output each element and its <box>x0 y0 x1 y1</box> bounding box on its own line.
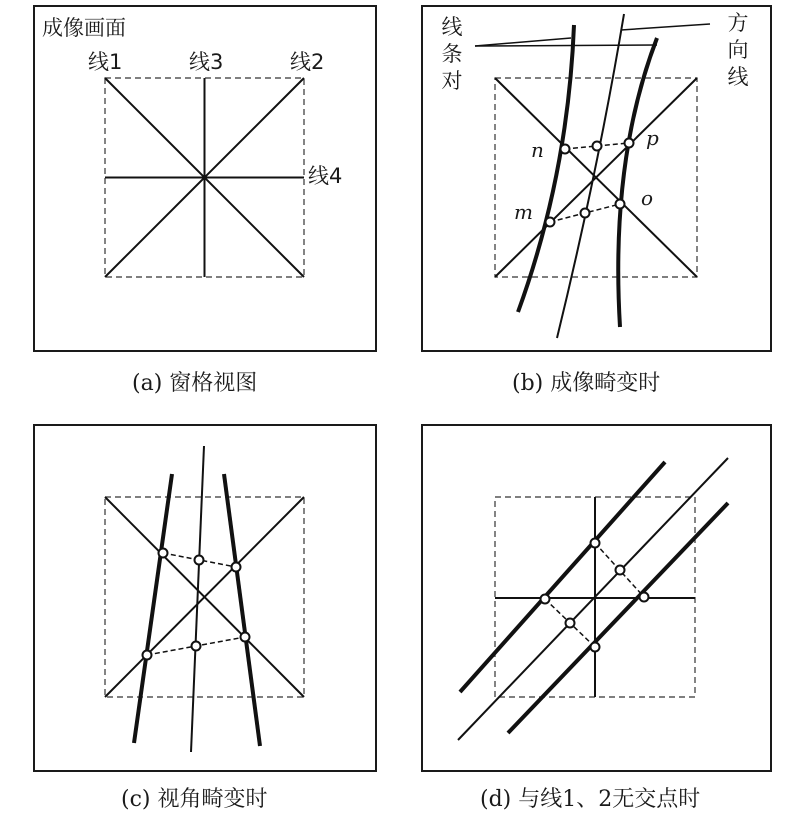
point-n-label: n <box>531 138 544 162</box>
converging-line-right <box>224 474 260 746</box>
point-p-label: p <box>646 126 659 150</box>
point-m <box>546 218 555 227</box>
caption-a: (a) 窗格视图 <box>132 371 258 396</box>
converging-line-left <box>134 474 172 743</box>
panel-d-diagram <box>458 458 728 740</box>
point-d-5 <box>566 619 575 628</box>
panel-b-diagram <box>475 14 710 338</box>
caption-c: (c) 视角畸变时 <box>121 787 268 812</box>
curved-line-right <box>618 38 657 327</box>
panel-a-title: 成像画面 <box>42 16 126 40</box>
point-c-2 <box>195 556 204 565</box>
point-o-label: o <box>641 186 654 210</box>
leader-pair-2 <box>475 45 657 46</box>
point-d-4 <box>541 595 550 604</box>
caption-d: (d) 与线1、2无交点时 <box>480 787 701 812</box>
direction-line-curved <box>557 14 624 338</box>
line-1-label: 线1 <box>88 50 123 74</box>
point-d-3 <box>640 593 649 602</box>
point-c-5 <box>192 642 201 651</box>
caption-b: (b) 成像畸变时 <box>512 371 661 396</box>
leader-dir <box>621 24 710 30</box>
line-4-label: 线4 <box>308 164 343 188</box>
point-o <box>616 200 625 209</box>
point-p <box>625 139 634 148</box>
point-c-1 <box>159 549 168 558</box>
line-pair-label: 线条对 <box>441 15 463 93</box>
direction-line-label: 方向线 <box>727 11 749 89</box>
line-3-label: 线3 <box>189 50 224 74</box>
leader-pair-1 <box>475 38 571 46</box>
point-mid-bottom <box>581 209 590 218</box>
point-d-1 <box>591 539 600 548</box>
panel-c-diagram <box>105 446 304 752</box>
point-d-2 <box>616 566 625 575</box>
point-c-4 <box>143 651 152 660</box>
line-2-label: 线2 <box>290 50 325 74</box>
point-c-6 <box>241 633 250 642</box>
panel-a-diagram <box>105 78 304 277</box>
point-n <box>561 145 570 154</box>
point-c-3 <box>232 563 241 572</box>
point-mid-top <box>593 142 602 151</box>
curved-line-left <box>518 25 574 312</box>
parallel-line-upper <box>460 462 665 692</box>
point-d-6 <box>591 643 600 652</box>
point-m-label: m <box>514 200 533 224</box>
